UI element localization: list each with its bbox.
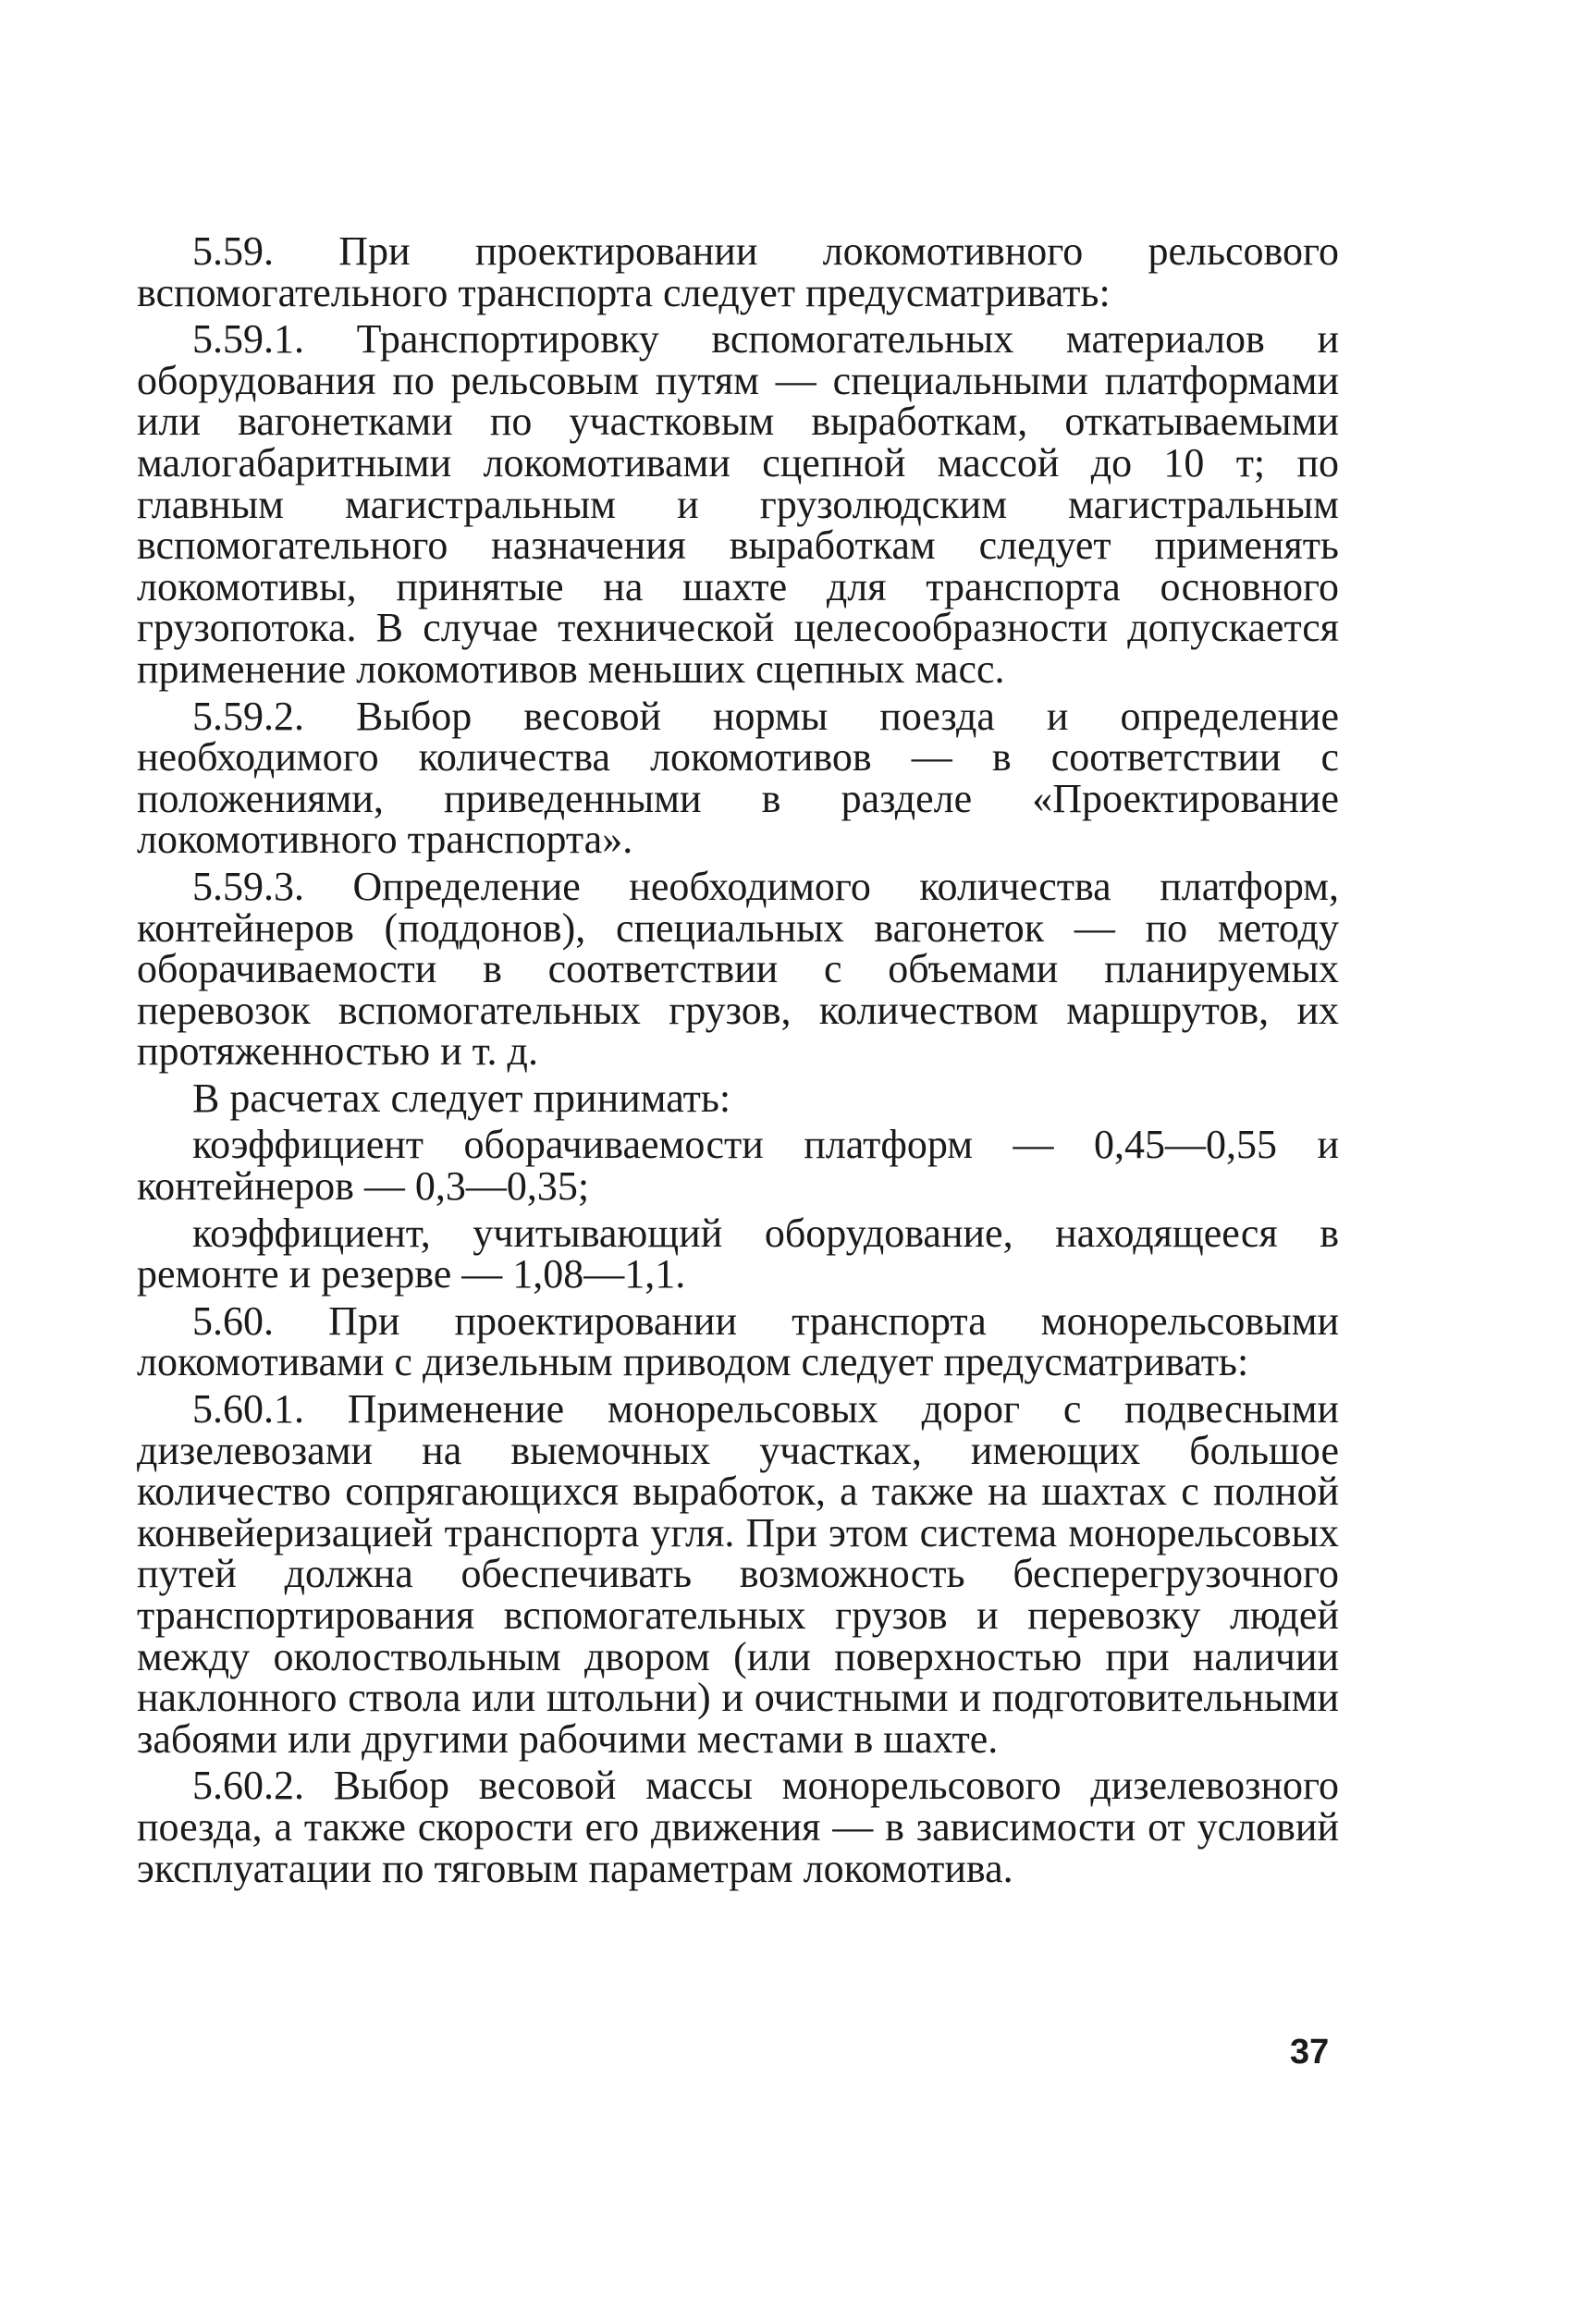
paragraph-calculations-intro: В расчетах следует принимать:: [192, 1075, 731, 1121]
paragraph-5-59-2: 5.59.2. Выбор весовой нормы поезда и определение необходимого количества локомотивов — в соответствии с положениями, приведенными в разделе «Проектирование локомотивного транспорта».: [137, 693, 1339, 863]
paragraph-turnover-coefficient: коэффициент оборачиваемости платформ — 0,45—0,55 и контейнеров — 0,3—0,35;: [137, 1122, 1339, 1210]
paragraph-5-59-3: 5.59.3. Определение необходимого количества платформ, контейнеров (поддонов), специальных вагонеток — по методу оборачиваемости в соответствии с объемами планируемых перевозок вспомогательных грузов, количеством маршрутов, их протяженностью и т. д.: [137, 863, 1339, 1075]
paragraph-5-60-1: 5.60.1. Применение монорельсовых дорог с подвесными дизелевозами на выемочных участках, имеющих большое количество сопрягающихся выработок, а также на шахтах с полной конвейеризацией транспорта угля. При этом система монорельсовых путей должна обеспечивать возможность бесперегрузочного транспортирования вспомогательных грузов и перевозку людей между околоствольным двором (или поверхностью при наличии наклонного ствола или штольни) и очистными и подготовительными забоями или другими рабочими местами в шахте.: [137, 1386, 1339, 1762]
paragraph-5-59: 5.59. При проектировании локомотивного рельсового вспомогательного транспорта следует предусматривать:: [137, 228, 1339, 315]
paragraph-5-60: 5.60. При проектировании транспорта монорельсовыми локомотивами с дизельным приводом следует предусматривать:: [137, 1297, 1339, 1385]
paragraph-reserve-coefficient: коэффициент, учитывающий оборудование, находящееся в ремонте и резерве — 1,08—1,1.: [137, 1210, 1339, 1297]
paragraph-5-59-1: 5.59.1. Транспортировку вспомогательных материалов и оборудования по рельсовым путям — специальными платформами или вагонетками по участковым выработкам, откатываемыми малогабаритными локомотивами сцепной массой до 10 т; по главным магистральным и грузолюдским магистральным вспомогательного назначения выработкам следует применять локомотивы, принятые на шахте для транспорта основного грузопотока. В случае технической целесообразности допускается применение локомотивов меньших сцепных масс.: [137, 316, 1339, 692]
paragraph-5-60-2: 5.60.2. Выбор весовой массы монорельсового дизелевозного поезда, а также скорости его движения — в зависимости от условий эксплуатации по тяговым параметрам локомотива.: [137, 1763, 1339, 1891]
document-body: [137, 228, 1339, 1895]
page-number: 37: [1290, 2033, 1330, 2072]
